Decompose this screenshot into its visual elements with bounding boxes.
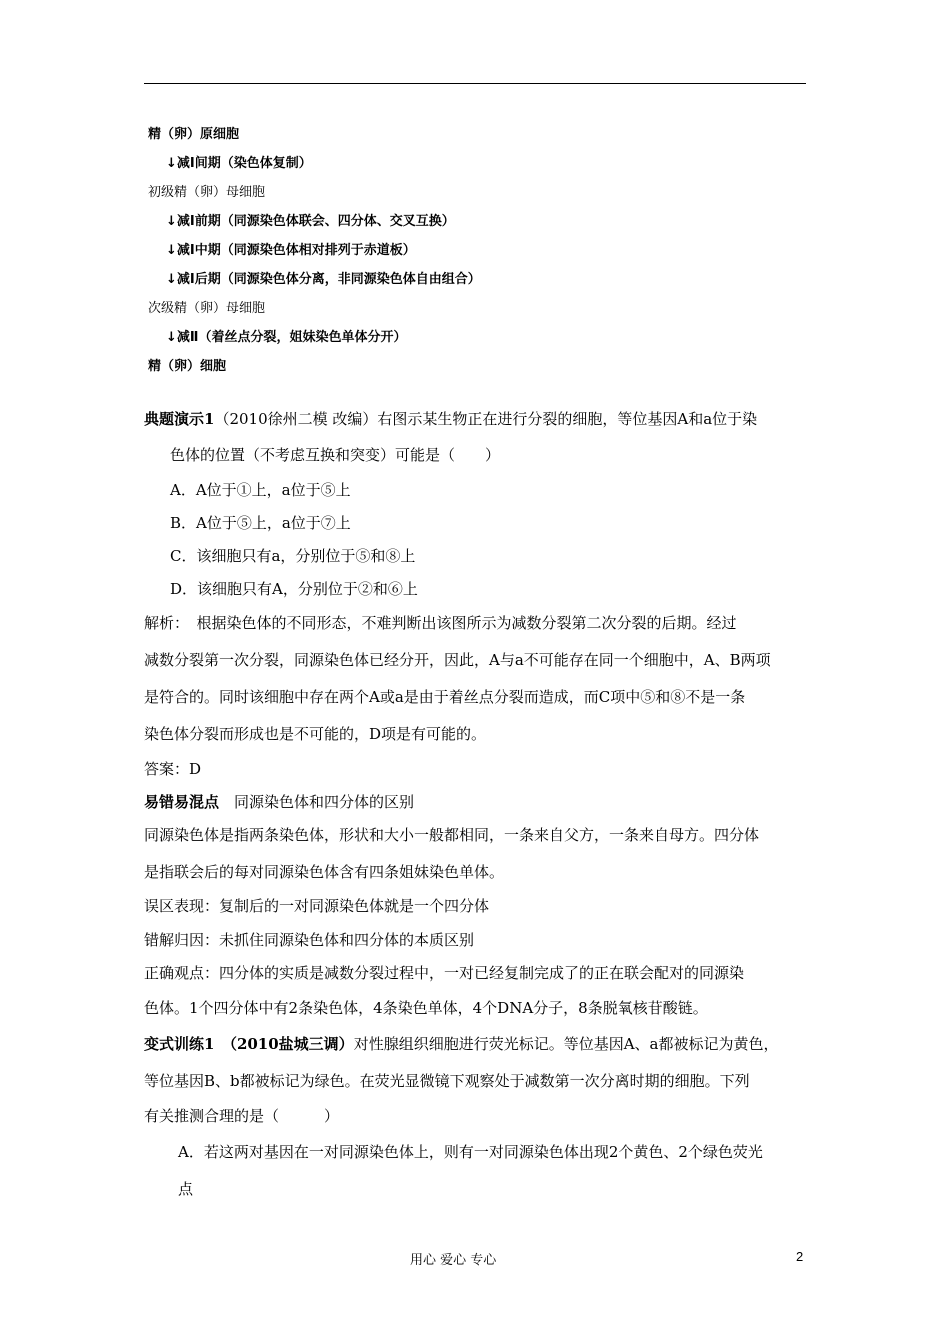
example-option-b: B．A位于⑤上，a位于⑦上 [170,514,351,532]
analysis-line-3: 是符合的。同时该细胞中存在两个A或a是由于着丝点分裂而造成，而C项中⑤和⑧不是一条 [144,688,746,706]
confusion-misconception: 误区表现：复制后的一对同源染色体就是一个四分体 [144,897,490,915]
confusion-heading: 易错易混点 [144,793,220,811]
example-option-d: D．该细胞只有A，分别位于②和⑥上 [170,580,418,598]
confusion-p4-line-1: 正确观点：四分体的实质是减数分裂过程中，一对已经复制完成了的正在联会配对的同源染 [144,964,745,982]
page-number: 2 [796,1249,804,1264]
exercise-stem-line-3: 有关推测合理的是（ ） [144,1107,340,1125]
example-stem-line-1 [144,408,757,430]
confusion-p1-line-1: 同源染色体是指两条染色体，形状和大小一般都相同，一条来自父方，一条来自母方。四分体 [144,826,760,844]
analysis-line-2: 减数分裂第一次分裂，同源染色体已经分开，因此，A与a不可能存在同一个细胞中，A、B两项 [144,651,771,669]
example-heading: 典题演示1 [144,410,215,428]
flow-line-1: 精（卵）原细胞 [148,127,240,142]
analysis-line-4: 染色体分裂而形成也是不可能的，D项是有可能的。 [144,725,487,743]
confusion-p4-line-2: 色体。1个四分体中有2条染色体，4条染色单体，4个DNA分子，8条脱氧核苷酸链。 [144,999,708,1017]
exercise-heading: 变式训练1 （2010盐城三调） [144,1035,354,1053]
exercise-stem-line-2: 等位基因B、b都被标记为绿色。在荧光显微镜下观察处于减数第一次分离时期的细胞。下列 [144,1072,750,1090]
example-option-c: C．该细胞只有a，分别位于⑤和⑧上 [170,547,416,565]
analysis-line-1: 解析： 根据染色体的不同形态，不难判断出该图所示为减数分裂第二次分裂的后期。经过 [144,614,737,632]
flow-line-2: ↓减Ⅰ间期（染色体复制） [166,156,312,171]
example-stem-line-2: 色体的位置（不考虑互换和突变）可能是（ ） [170,446,501,464]
exercise-option-a-line-1: A．若这两对基因在一对同源染色体上，则有一对同源染色体出现2个黄色、2个绿色荧光 [178,1143,763,1161]
flow-line-4: ↓减Ⅰ前期（同源染色体联会、四分体、交叉互换） [166,214,455,229]
confusion-topic: 同源染色体和四分体的区别 [219,793,415,811]
footer-text: 用心 爱心 专心 [410,1253,497,1268]
flow-line-7: 次级精（卵）母细胞 [148,301,266,316]
flow-line-9: 精（卵）细胞 [148,359,227,374]
answer-line: 答案：D [144,760,202,778]
flow-line-6: ↓减Ⅰ后期（同源染色体分离，非同源染色体自由组合） [166,272,481,287]
example-stem-text: （2010徐州二模 改编）右图示某生物正在进行分裂的细胞，等位基因A和a位于染 [214,410,758,428]
flow-line-5: ↓减Ⅰ中期（同源染色体相对排列于赤道板） [166,243,416,258]
exercise-option-a-line-2: 点 [178,1180,194,1198]
header-rule [144,83,806,84]
exercise-stem-line-1 [144,1033,778,1055]
exercise-stem-text: 对性腺组织细胞进行荧光标记。等位基因A、a都被标记为黄色， [353,1035,779,1053]
flow-line-3: 初级精（卵）母细胞 [148,185,266,200]
confusion-p1-line-2: 是指联会后的每对同源染色体含有四条姐妹染色单体。 [144,863,505,881]
example-option-a: A．A位于①上，a位于⑤上 [170,481,351,499]
confusion-heading-line [144,791,414,813]
confusion-error-cause: 错解归因：未抓住同源染色体和四分体的本质区别 [144,931,475,949]
flow-line-8: ↓减Ⅱ（着丝点分裂，姐妹染色单体分开） [166,330,407,345]
